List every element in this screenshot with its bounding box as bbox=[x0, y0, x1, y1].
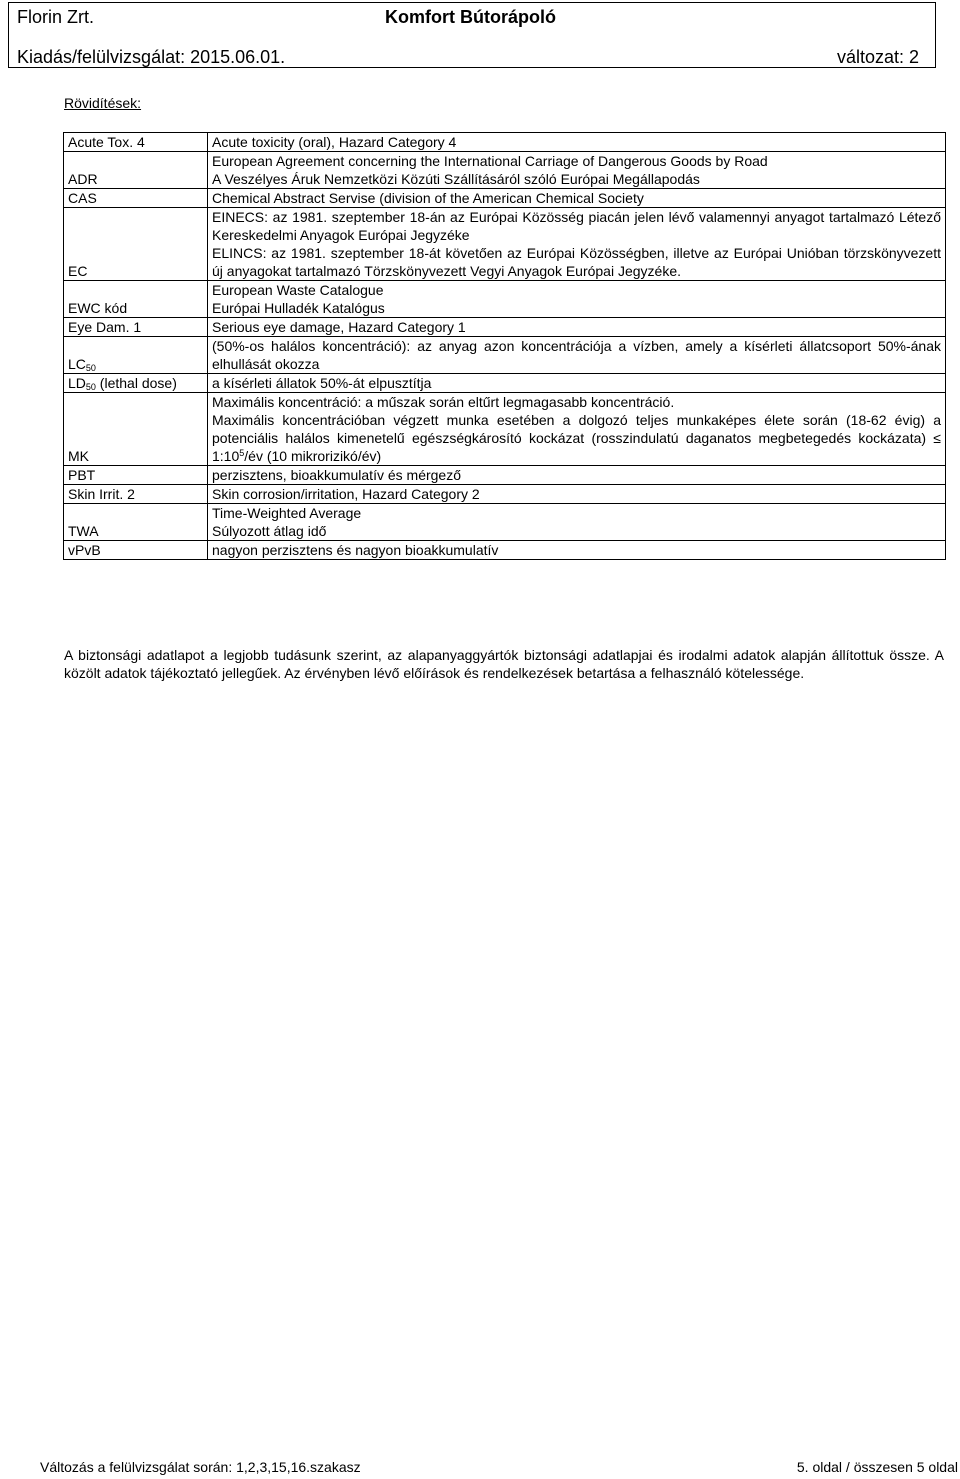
definition-line bbox=[212, 152, 941, 170]
abbreviation-term: CAS bbox=[64, 189, 208, 208]
abbreviation-term: Acute Tox. 4 bbox=[64, 133, 208, 152]
abbreviation-row bbox=[64, 393, 946, 466]
footer-page-number: 5. oldal / összesen 5 oldal bbox=[796, 1459, 958, 1475]
definition-line bbox=[212, 541, 941, 559]
abbreviation-row bbox=[64, 504, 946, 541]
definition-line bbox=[212, 522, 941, 540]
abbreviation-term: Eye Dam. 1 bbox=[64, 318, 208, 337]
definition-line bbox=[212, 189, 941, 207]
abbreviation-term-rest: (lethal dose) bbox=[95, 375, 177, 391]
abbreviation-term: EWC kód bbox=[64, 281, 208, 318]
disclaimer-statement: A biztonsági adatlapot a legjobb tudásunk szerint, az alapanyaggyártók biztonsági adatlapjai és irodalmi adatok alapján állítottuk össze. A közölt adatok tájékoztató jellegűek. Az érvényben lévő előírások és rendelkezések betartása a felhasználó kötelessége. bbox=[64, 647, 944, 681]
abbreviation-row bbox=[64, 281, 946, 318]
abbreviation-row bbox=[64, 466, 946, 485]
definition-line-text: nagyon perzisztens és nagyon bioakkumulatív bbox=[212, 542, 499, 558]
definition-line bbox=[212, 208, 941, 244]
abbreviation-term bbox=[64, 337, 208, 374]
definition-line-text: Skin corrosion/irritation, Hazard Category 2 bbox=[212, 486, 480, 502]
footer-changes: Változás a felülvizsgálat során: 1,2,3,15,16.szakasz bbox=[40, 1459, 361, 1475]
version-label: változat: 2 bbox=[836, 47, 919, 67]
product-name: Komfort Bútorápoló bbox=[385, 7, 556, 27]
definition-line bbox=[212, 299, 941, 317]
abbreviation-row bbox=[64, 133, 946, 152]
definition-line bbox=[212, 504, 941, 522]
abbreviation-term-subscript: 50 bbox=[85, 363, 96, 373]
definition-line-text: Maximális koncentrációban végzett munka esetében a dolgozó teljes munkaképes élete során (18-62 évig) a potenciális halálos kimenetelű egészségkárosító kockázat (rosszindulatú daganatos megbetegedés kockázata) ≤ 1:10 bbox=[212, 412, 941, 464]
document-header bbox=[8, 2, 936, 68]
definition-line-text: European Waste Catalogue bbox=[212, 282, 384, 298]
abbreviation-row bbox=[64, 189, 946, 208]
abbreviation-row bbox=[64, 152, 946, 189]
definition-line-text: Chemical Abstract Servise (division of the American Chemical Society bbox=[212, 190, 644, 206]
abbreviation-definition bbox=[208, 541, 946, 560]
abbreviation-term-main: LC bbox=[68, 356, 86, 372]
definition-line-text: EINECS: az 1981. szeptember 18-án az Európai Közösség piacán jelen lévő valamennyi anyagot tartalmazó Létező Kereskedelmi Anyagok Európai Jegyzéke bbox=[212, 209, 941, 243]
abbreviation-row bbox=[64, 374, 946, 393]
abbreviation-definition bbox=[208, 152, 946, 189]
definition-line bbox=[212, 374, 941, 392]
abbreviation-definition bbox=[208, 318, 946, 337]
abbreviation-definition bbox=[208, 281, 946, 318]
definition-line-text: Európai Hulladék Katalógus bbox=[212, 300, 385, 316]
definition-line bbox=[212, 318, 941, 336]
definition-line-text: perzisztens, bioakkumulatív és mérgező bbox=[212, 467, 461, 483]
definition-line bbox=[212, 244, 941, 280]
definition-line bbox=[212, 466, 941, 484]
abbreviation-definition bbox=[208, 485, 946, 504]
abbreviation-term: TWA bbox=[64, 504, 208, 541]
definition-line-text: A Veszélyes Áruk Nemzetközi Közúti Szállításáról szóló Európai Megállapodás bbox=[212, 171, 700, 187]
definition-line-text: ELINCS: az 1981. szeptember 18-át követően az Európai Közösségben, illetve az Európai Unióban törzskönyvezett új anyagokat tartalmazó Törzskönyvezett Vegyi Anyagok Európai Jegyzéke. bbox=[212, 245, 941, 279]
abbreviation-row bbox=[64, 208, 946, 281]
definition-line-text: Time-Weighted Average bbox=[212, 505, 362, 521]
abbreviation-definition bbox=[208, 393, 946, 466]
definition-line-text: Maximális koncentráció: a műszak során eltűrt legmagasabb koncentráció. bbox=[212, 394, 675, 410]
abbreviation-row bbox=[64, 337, 946, 374]
abbreviation-term: MK bbox=[64, 393, 208, 466]
definition-line-text: Acute toxicity (oral), Hazard Category 4 bbox=[212, 134, 457, 150]
definition-line bbox=[212, 170, 941, 188]
abbreviation-definition bbox=[208, 466, 946, 485]
abbreviation-term: ADR bbox=[64, 152, 208, 189]
definition-line-text: (50%-os halálos koncentráció): az anyag azon koncentrációja a vízben, amely a kísérleti állatcsoport 50%-ának elhullását okozza bbox=[212, 338, 941, 372]
definition-line bbox=[212, 337, 941, 373]
abbreviation-row bbox=[64, 541, 946, 560]
abbreviation-term-main: LD bbox=[68, 375, 86, 391]
abbreviation-row bbox=[64, 485, 946, 504]
definition-line bbox=[212, 133, 941, 151]
abbreviation-definition bbox=[208, 133, 946, 152]
definition-superscript: 5 bbox=[239, 448, 245, 458]
abbreviation-term: EC bbox=[64, 208, 208, 281]
abbreviations-table bbox=[63, 132, 946, 560]
definition-line-tail: /év (10 mikrorizikó/év) bbox=[244, 448, 382, 464]
definition-line-text: Súlyozott átlag idő bbox=[212, 523, 327, 539]
abbreviation-definition bbox=[208, 374, 946, 393]
abbreviation-term: vPvB bbox=[64, 541, 208, 560]
definition-line bbox=[212, 485, 941, 503]
abbreviations-title: Rövidítések: bbox=[64, 95, 142, 111]
abbreviation-term bbox=[64, 374, 208, 393]
release-date: Kiadás/felülvizsgálat: 2015.06.01. bbox=[17, 47, 286, 67]
abbreviation-row bbox=[64, 318, 946, 337]
abbreviation-definition bbox=[208, 337, 946, 374]
definition-line-text: a kísérleti állatok 50%-át elpusztítja bbox=[212, 375, 432, 391]
definition-line bbox=[212, 393, 941, 411]
abbreviation-term: PBT bbox=[64, 466, 208, 485]
abbreviation-definition bbox=[208, 189, 946, 208]
abbreviation-definition bbox=[208, 208, 946, 281]
definition-line bbox=[212, 411, 941, 465]
definition-line-text: Serious eye damage, Hazard Category 1 bbox=[212, 319, 466, 335]
abbreviation-term-subscript: 50 bbox=[85, 382, 96, 392]
abbreviation-definition bbox=[208, 504, 946, 541]
abbreviation-term: Skin Irrit. 2 bbox=[64, 485, 208, 504]
definition-line bbox=[212, 281, 941, 299]
abbreviations-table-body bbox=[64, 133, 946, 560]
definition-line-text: European Agreement concerning the International Carriage of Dangerous Goods by Road bbox=[212, 153, 768, 169]
company-name: Florin Zrt. bbox=[17, 7, 95, 27]
